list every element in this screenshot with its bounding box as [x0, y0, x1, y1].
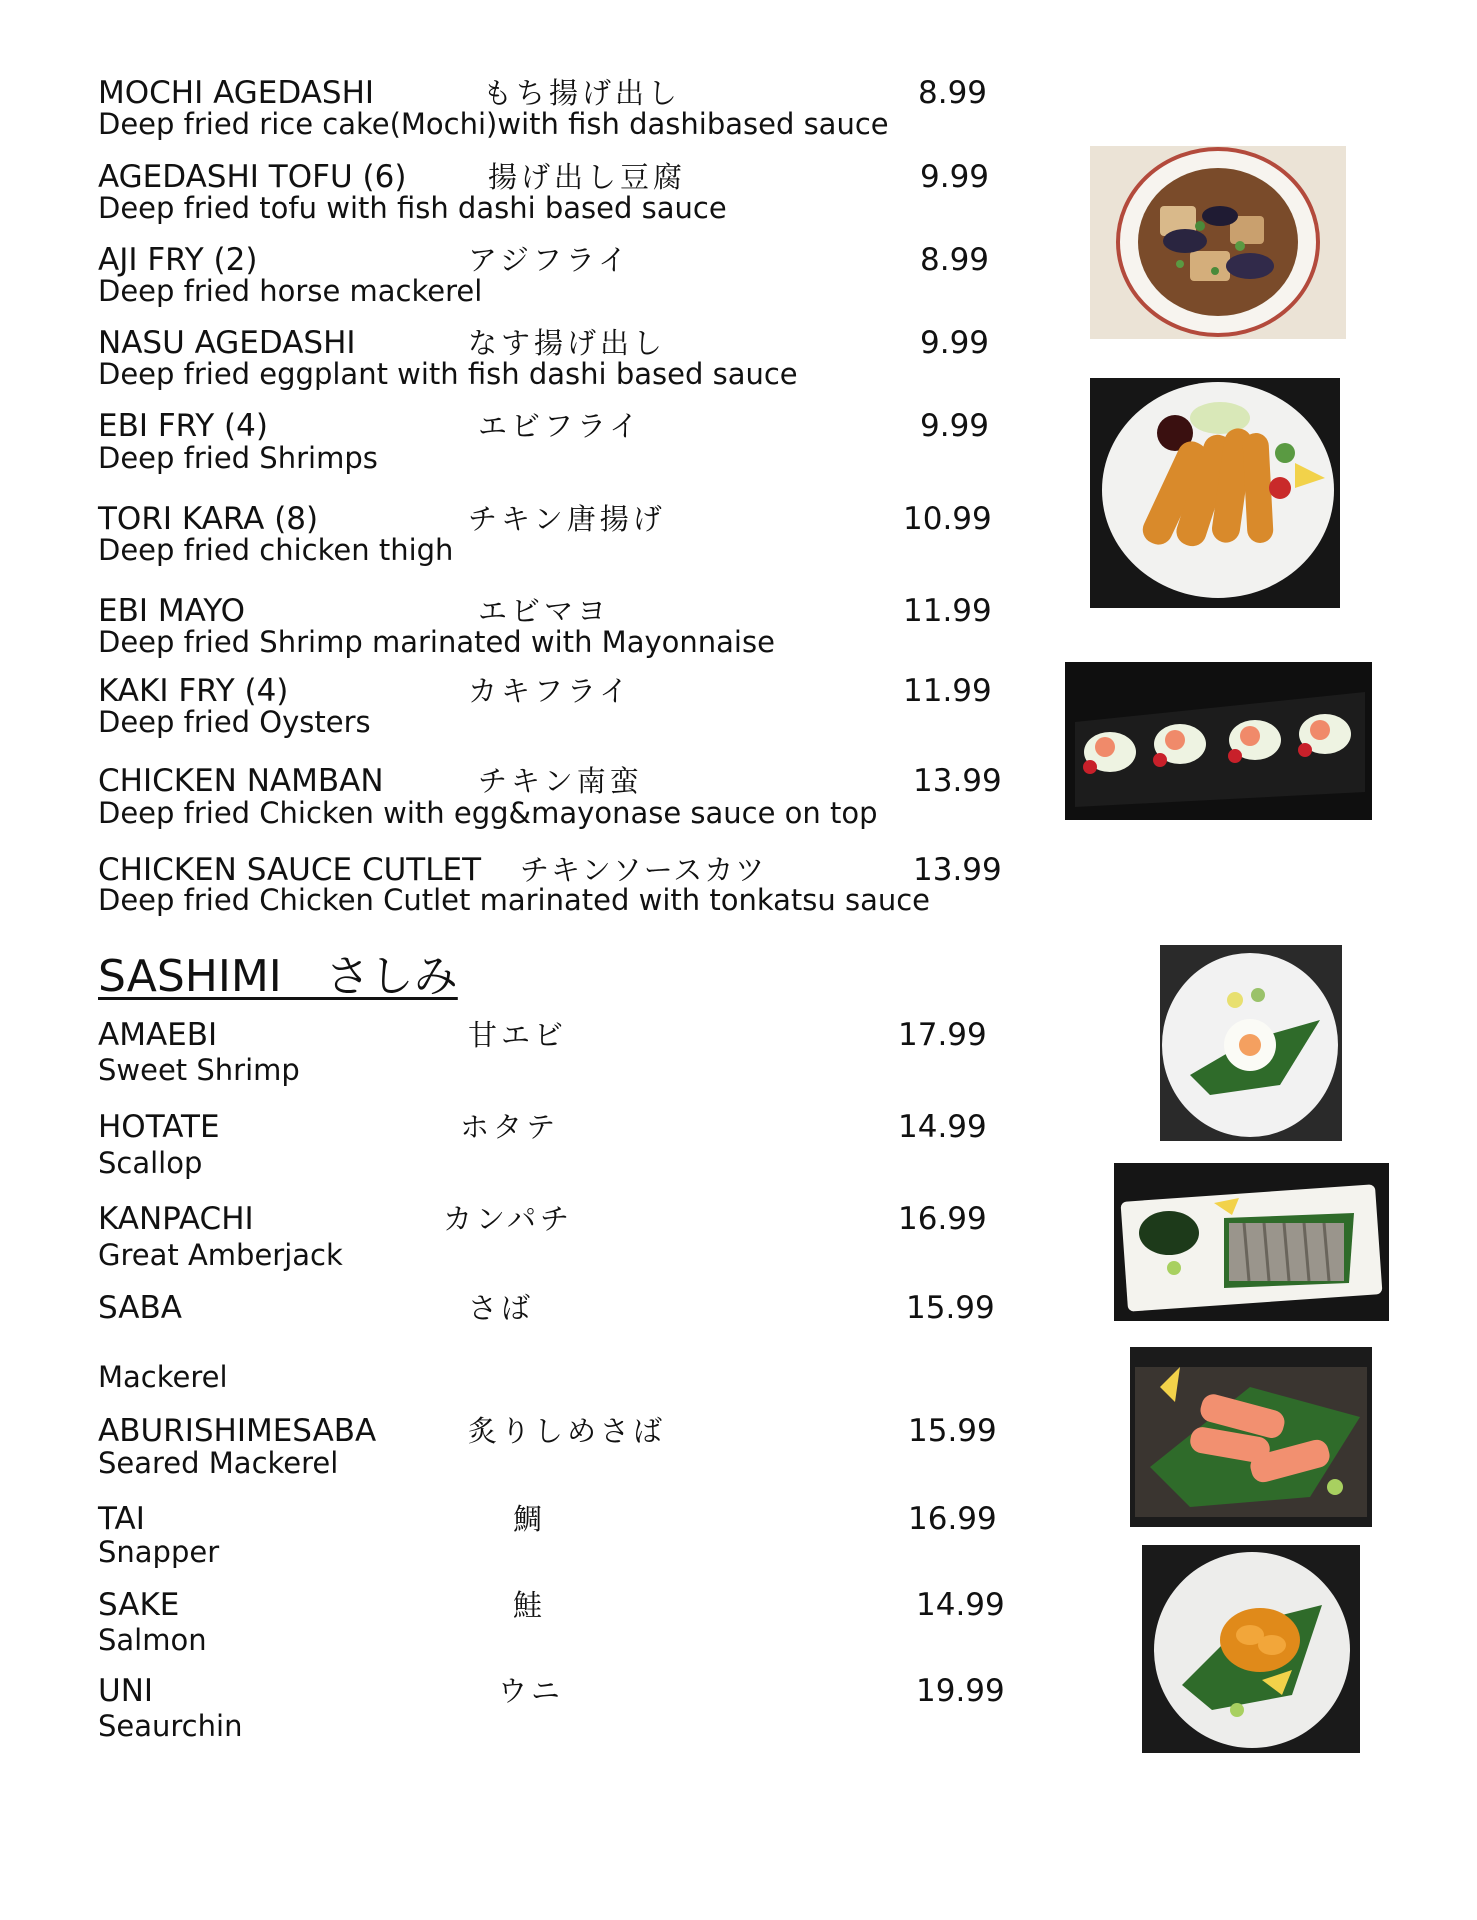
item-name: HOTATE: [98, 1109, 220, 1145]
item-name: KAKI FRY (4): [98, 673, 289, 709]
item-description: Scallop: [98, 1146, 203, 1180]
section-heading-sashimi: SASHIMI さしみ: [98, 951, 458, 1002]
item-name: EBI FRY (4): [98, 408, 268, 444]
item-price: 13.99: [913, 852, 1002, 888]
item-price: 16.99: [898, 1201, 987, 1237]
item-description: Mackerel: [98, 1360, 228, 1394]
item-description: Deep fried Shrimp marinated with Mayonnaise: [98, 625, 775, 659]
item-description: Deep fried Chicken with egg&mayonase sauce on top: [98, 796, 878, 830]
item-japanese-name: 鮭: [513, 1588, 547, 1622]
item-price: 9.99: [920, 408, 990, 444]
item-japanese-name: 鯛: [513, 1502, 547, 1536]
item-name: KANPACHI: [98, 1201, 254, 1237]
item-price: 9.99: [920, 325, 990, 361]
item-name: AGEDASHI TOFU (6): [98, 159, 407, 195]
item-japanese-name: カキフライ: [468, 674, 633, 708]
item-description: Snapper: [98, 1535, 220, 1569]
item-japanese-name: ホタテ: [460, 1110, 560, 1144]
item-japanese-name: もち揚げ出し: [483, 76, 682, 110]
item-name: CHICKEN NAMBAN: [98, 763, 384, 799]
item-name: ABURISHIMESABA: [98, 1413, 377, 1449]
item-description: Deep fried horse mackerel: [98, 274, 483, 308]
item-japanese-name: 炙りしめさば: [468, 1414, 667, 1448]
ebi-fry-photo: [1090, 378, 1340, 608]
agedashi-dish-photo: [1090, 146, 1346, 339]
amaebi-photo: [1160, 945, 1342, 1141]
item-japanese-name: エビマヨ: [478, 594, 611, 628]
item-description: Deep fried eggplant with fish dashi based sauce: [98, 357, 798, 391]
item-price: 17.99: [898, 1017, 987, 1053]
item-name: EBI MAYO: [98, 593, 246, 629]
item-price: 9.99: [920, 159, 990, 195]
item-price: 8.99: [920, 242, 990, 278]
item-price: 13.99: [913, 763, 1002, 799]
item-description: Sweet Shrimp: [98, 1053, 300, 1087]
item-description: Deep fried Shrimps: [98, 441, 378, 475]
item-description: Seared Mackerel: [98, 1446, 339, 1480]
item-description: Deep fried Oysters: [98, 705, 371, 739]
item-japanese-name: ウニ: [498, 1674, 565, 1708]
item-japanese-name: カンパチ: [443, 1202, 573, 1236]
item-japanese-name: アジフライ: [468, 243, 631, 277]
item-price: 8.99: [918, 75, 988, 111]
item-japanese-name: エビフライ: [478, 409, 643, 443]
item-price: 11.99: [903, 673, 992, 709]
item-name: NASU AGEDASHI: [98, 325, 356, 361]
item-price: 10.99: [903, 501, 992, 537]
item-description: Deep fried tofu with fish dashi based sauce: [98, 191, 727, 225]
salmon-sashimi-photo: [1130, 1347, 1372, 1527]
item-price: 11.99: [903, 593, 992, 629]
item-price: 16.99: [908, 1501, 997, 1537]
item-name: TORI KARA (8): [98, 501, 319, 537]
item-name: MOCHI AGEDASHI: [98, 75, 375, 111]
item-name: AMAEBI: [98, 1017, 218, 1053]
ebi-mayo-photo: [1065, 662, 1372, 820]
item-description: Salmon: [98, 1623, 207, 1657]
item-name: CHICKEN SAUCE CUTLET: [98, 852, 482, 888]
item-description: Deep fried rice cake(Mochi)with fish dashibased sauce: [98, 107, 889, 141]
item-japanese-name: さば: [468, 1291, 535, 1325]
item-japanese-name: 甘エビ: [468, 1018, 568, 1052]
item-description: Seaurchin: [98, 1709, 243, 1743]
item-price: 15.99: [908, 1413, 997, 1449]
item-japanese-name: なす揚げ出し: [468, 326, 667, 360]
item-name: SABA: [98, 1290, 182, 1326]
item-name: SAKE: [98, 1587, 180, 1623]
item-price: 14.99: [916, 1587, 1005, 1623]
item-japanese-name: 揚げ出し豆腐: [488, 160, 687, 194]
item-description: Deep fried chicken thigh: [98, 533, 454, 567]
uni-photo: [1142, 1545, 1360, 1753]
aburishimesaba-photo: [1114, 1163, 1389, 1321]
item-japanese-name: チキン唐揚げ: [468, 502, 666, 536]
item-name: TAI: [98, 1501, 145, 1537]
item-description: Great Amberjack: [98, 1238, 343, 1272]
item-japanese-name: チキン南蛮: [478, 764, 643, 798]
item-name: AJI FRY (2): [98, 242, 258, 278]
item-price: 14.99: [898, 1109, 987, 1145]
item-name: UNI: [98, 1673, 154, 1709]
item-price: 19.99: [916, 1673, 1005, 1709]
item-description: Deep fried Chicken Cutlet marinated with tonkatsu sauce: [98, 883, 931, 917]
item-japanese-name: チキンソースカツ: [520, 853, 767, 887]
item-price: 15.99: [906, 1290, 995, 1326]
